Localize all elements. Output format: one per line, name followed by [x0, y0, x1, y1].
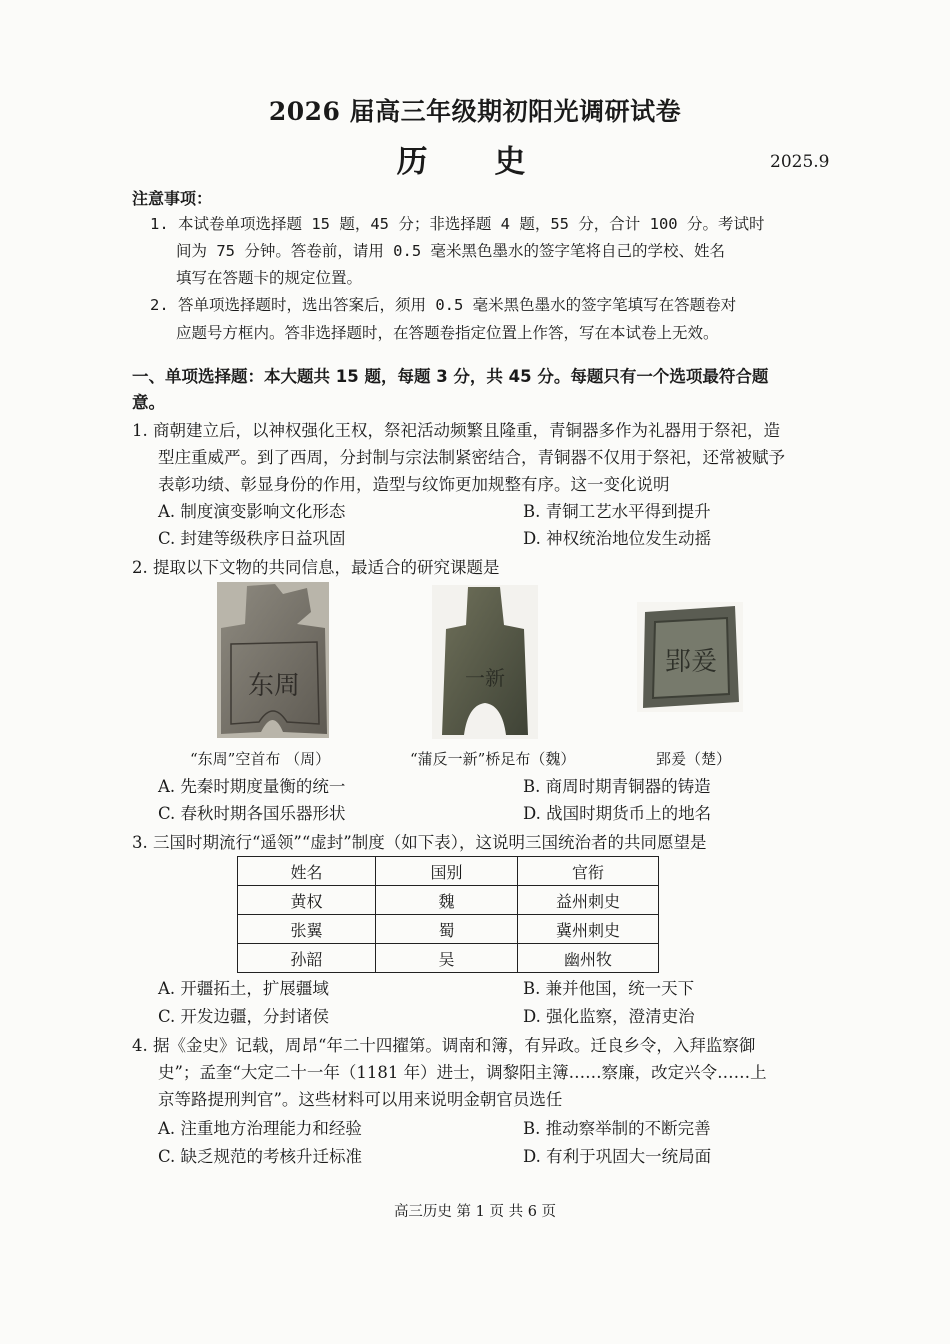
- table-row: [238, 915, 659, 944]
- q1-stem-line: 型庄重威严。到了西周，分封制与宗法制紧密结合，青铜器不仅用于祭祀，还常被赋予: [158, 448, 785, 467]
- q2-option-a[interactable]: A. 先秦时期度量衡的统一: [158, 777, 346, 796]
- bridge-foot-coin-image: [432, 585, 538, 739]
- q4-option-d[interactable]: D. 有利于巩固大一统局面: [523, 1147, 712, 1166]
- q3-option-c[interactable]: C. 开发边疆，分封诸侯: [158, 1007, 330, 1026]
- table-cell: 蜀: [376, 915, 518, 944]
- notice-line: 2. 答单项选择题时，选出答案后，须用 0.5 毫米黑色墨水的签字笔填写在答题卷对: [150, 296, 737, 314]
- exam-title: 2026 届高三年级期初阳光调研试卷: [268, 97, 682, 126]
- q4-stem-line: 京等路提刑判官”。这些材料可以用来说明金朝官员选任: [158, 1090, 563, 1109]
- notice-heading: 注意事项：: [132, 189, 213, 208]
- table-header-row: [238, 857, 659, 886]
- coin-glyph: 东周: [247, 671, 301, 701]
- page-footer: 高三历史 第 1 页 共 6 页: [393, 1204, 557, 1220]
- notice-line: 间为 75 分钟。答卷前，请用 0.5 毫米黑色墨水的签字笔将自己的学校、姓名: [176, 242, 725, 260]
- table-cell: 益州刺史: [518, 886, 659, 915]
- image-caption: “东周”空首布 （周）: [190, 750, 331, 768]
- table-row: [238, 944, 659, 973]
- table-header: 国别: [376, 857, 518, 886]
- q1-stem-line: 1. 商朝建立后，以神权强化王权，祭祀活动频繁且隆重，青铜器多作为礼器用于祭祀，造: [132, 421, 780, 440]
- notice-line: 填写在答题卡的规定位置。: [176, 269, 363, 287]
- q3-option-b[interactable]: B. 兼并他国，统一天下: [523, 979, 695, 998]
- officials-table: [237, 856, 659, 973]
- coin-glyph: 一新: [465, 666, 505, 690]
- q1-stem-line: 表彰功绩、彰显身份的作用，造型与纹饰更加规整有序。这一变化说明: [158, 475, 670, 494]
- table-header: 姓名: [238, 857, 376, 886]
- q4-option-c[interactable]: C. 缺乏规范的考核升迁标准: [158, 1147, 363, 1166]
- q4-option-a[interactable]: A. 注重地方治理能力和经验: [158, 1119, 362, 1138]
- table-cell: 黄权: [238, 886, 376, 915]
- gold-plate-image: [637, 602, 743, 712]
- table-cell: 孙韶: [238, 944, 376, 973]
- q4-stem-line: 史”；孟奎“大定二十一年（1181 年）进士，调黎阳主簿……察廉，改定兴令……上: [158, 1063, 767, 1082]
- image-caption: “蒲反一新”桥足布（魏）: [410, 750, 576, 768]
- q2-stem: 2. 提取以下文物的共同信息，最适合的研究课题是: [132, 558, 500, 577]
- spade-coin-image: [217, 582, 329, 738]
- q2-option-d[interactable]: D. 战国时期货币上的地名: [523, 804, 712, 823]
- q4-option-b[interactable]: B. 推动察举制的不断完善: [523, 1119, 711, 1138]
- q3-option-a[interactable]: A. 开疆拓土，扩展疆域: [158, 979, 329, 998]
- table-cell: 吴: [376, 944, 518, 973]
- subject-title: 历 史: [396, 144, 554, 180]
- q2-option-c[interactable]: C. 春秋时期各国乐器形状: [158, 804, 346, 823]
- q2-option-b[interactable]: B. 商周时期青铜器的铸造: [523, 777, 711, 796]
- table-cell: 魏: [376, 886, 518, 915]
- table-row: [238, 886, 659, 915]
- q1-option-a[interactable]: A. 制度演变影响文化形态: [158, 502, 346, 521]
- table-cell: 冀州刺史: [518, 915, 659, 944]
- section-heading: 意。: [132, 393, 165, 412]
- section-heading: 一、单项选择题：本大题共 15 题，每题 3 分，共 45 分。每题只有一个选项最符合题: [132, 367, 769, 386]
- table-header: 官衔: [518, 857, 659, 886]
- q3-stem: 3. 三国时期流行“遥领”“虚封”制度（如下表），这说明三国统治者的共同愿望是: [132, 833, 707, 852]
- exam-date: 2025.9: [770, 152, 830, 172]
- image-caption: 郢爰（楚）: [656, 750, 732, 768]
- q1-option-b[interactable]: B. 青铜工艺水平得到提升: [523, 502, 711, 521]
- table-cell: 幽州牧: [518, 944, 659, 973]
- q3-option-d[interactable]: D. 强化监察，澄清吏治: [523, 1007, 695, 1026]
- q1-option-c[interactable]: C. 封建等级秩序日益巩固: [158, 529, 346, 548]
- table-cell: 张翼: [238, 915, 376, 944]
- notice-line: 1. 本试卷单项选择题 15 题，45 分；非选择题 4 题，55 分，合计 100 分。考试时: [150, 215, 765, 233]
- q4-stem-line: 4. 据《金史》记载，周昂“年二十四擢第。调南和簿，有异政。迁良乡令，入拜监察御: [132, 1036, 756, 1055]
- coin-glyph: 郢爰: [664, 647, 718, 677]
- notice-line: 应题号方框内。答非选择题时，在答题卷指定位置上作答，写在本试卷上无效。: [176, 324, 719, 342]
- q1-option-d[interactable]: D. 神权统治地位发生动摇: [523, 529, 712, 548]
